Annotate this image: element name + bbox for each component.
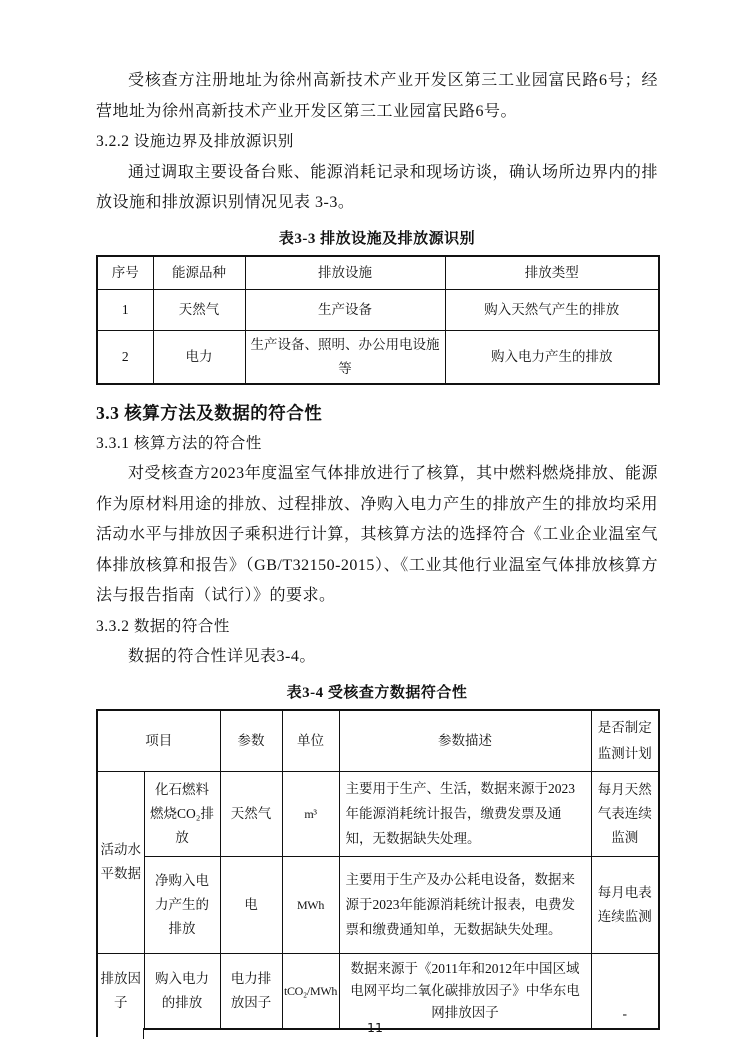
table-3-4-header-row: [97, 710, 659, 772]
column-header: 单位: [282, 710, 339, 772]
cell-index: 1: [97, 289, 153, 330]
column-header: 能源品种: [153, 256, 245, 290]
cell-unit: m³: [282, 771, 339, 856]
cell-facility: 生产设备: [245, 289, 445, 330]
column-header: 排放类型: [445, 256, 659, 290]
table-3-3: [96, 255, 660, 385]
cell-emission-type: 购入天然气产生的排放: [445, 289, 659, 330]
cell-description: 主要用于生产、生活，数据来源于2023年能源消耗统计报告，缴费发票及通知，无数据缺失处理。: [339, 771, 591, 856]
heading-3-3-1: 3.3.1 核算方法的符合性: [96, 434, 262, 452]
heading-3-3: 3.3 核算方法及数据的符合性: [96, 402, 323, 423]
cell-item: 化石燃料燃烧CO₂排放: [144, 771, 220, 856]
paragraph-boundary: 通过调取主要设备台账、能源消耗记录和现场访谈，确认场所边界内的排放设施和排放源识别情况见表 3-3。: [96, 163, 658, 211]
cell-monitoring: -: [591, 953, 659, 1029]
table-3-4-wrapper: [96, 709, 658, 1030]
cell-monitoring: 每月电表连续监测: [591, 856, 659, 953]
table-3-3-caption: 表3-3 排放设施及排放源识别: [278, 230, 476, 247]
cell-emission-type: 购入电力产生的排放: [445, 330, 659, 384]
cell-description: 数据来源于《2011年和2012年中国区域电网平均二氧化碳排放因子》中华东电网排放因子: [339, 953, 591, 1029]
cell-energy-type: 电力: [153, 330, 245, 384]
table-row: [97, 856, 659, 953]
cell-param: 电: [220, 856, 282, 953]
cell-facility: 生产设备、照明、办公用电设施等: [245, 330, 445, 384]
cell-monitoring: 每月天然气表连续监测: [591, 771, 659, 856]
page-content: [96, 66, 658, 1030]
cell-param: 天然气: [220, 771, 282, 856]
cell-group-activity-data: 活动水平数据: [97, 771, 144, 953]
cell-param: 电力排放因子: [220, 953, 282, 1029]
column-header: 参数: [220, 710, 282, 772]
cell-item: 净购入电力产生的排放: [144, 856, 220, 953]
table-row: [97, 771, 659, 856]
table-row: [97, 953, 659, 1029]
cell-unit: tCO₂/MWh: [282, 953, 339, 1029]
table-row: [97, 289, 659, 330]
paragraph-methodology: 对受核查方2023年度温室气体排放进行了核算，其中燃料燃烧排放、能源作为原材料用途的排放、过程排放、净购入电力产生的排放产生的排放均采用活动水平与排放因子乘积进行计算，其核算方法的选择符合《工业企业温室气体排放核算和报告》（GB/T32150-2015）、《工业其他行业温室气体排放核算方法与报告指南（试行）》的要求。: [96, 465, 658, 604]
cell-group-emission-factor: 排放因子: [97, 953, 144, 1029]
table-3-3-header-row: [97, 256, 659, 290]
paragraph-data-conformity: 数据的符合性详见表3-4。: [128, 648, 316, 665]
cell-unit: MWh: [282, 856, 339, 953]
column-header: 参数描述: [339, 710, 591, 772]
table-3-4-caption: 表3-4 受核查方数据符合性: [286, 684, 468, 701]
cell-description: 主要用于生产及办公耗电设备，数据来源于2023年能源消耗统计报表，电费发票和缴费通知单，无数据缺失处理。: [339, 856, 591, 953]
cell-index: 2: [97, 330, 153, 384]
column-header: 项目: [97, 710, 220, 772]
page-number: 11: [367, 1020, 383, 1035]
heading-3-3-2: 3.3.2 数据的符合性: [96, 617, 230, 635]
table-3-4: [96, 709, 660, 1030]
column-header: 排放设施: [245, 256, 445, 290]
cell-energy-type: 天然气: [153, 289, 245, 330]
cell-item: 购入电力的排放: [144, 953, 220, 1029]
paragraph-address: 受核查方注册地址为徐州高新技术产业开发区第三工业园富民路6号；经营地址为徐州高新技术产业开发区第三工业园富民路6号。: [96, 72, 658, 120]
heading-3-2-2: 3.2.2 设施边界及排放源识别: [96, 133, 294, 150]
table-row: [97, 330, 659, 384]
column-header: 是否制定监测计划: [591, 710, 659, 772]
column-header: 序号: [97, 256, 153, 290]
